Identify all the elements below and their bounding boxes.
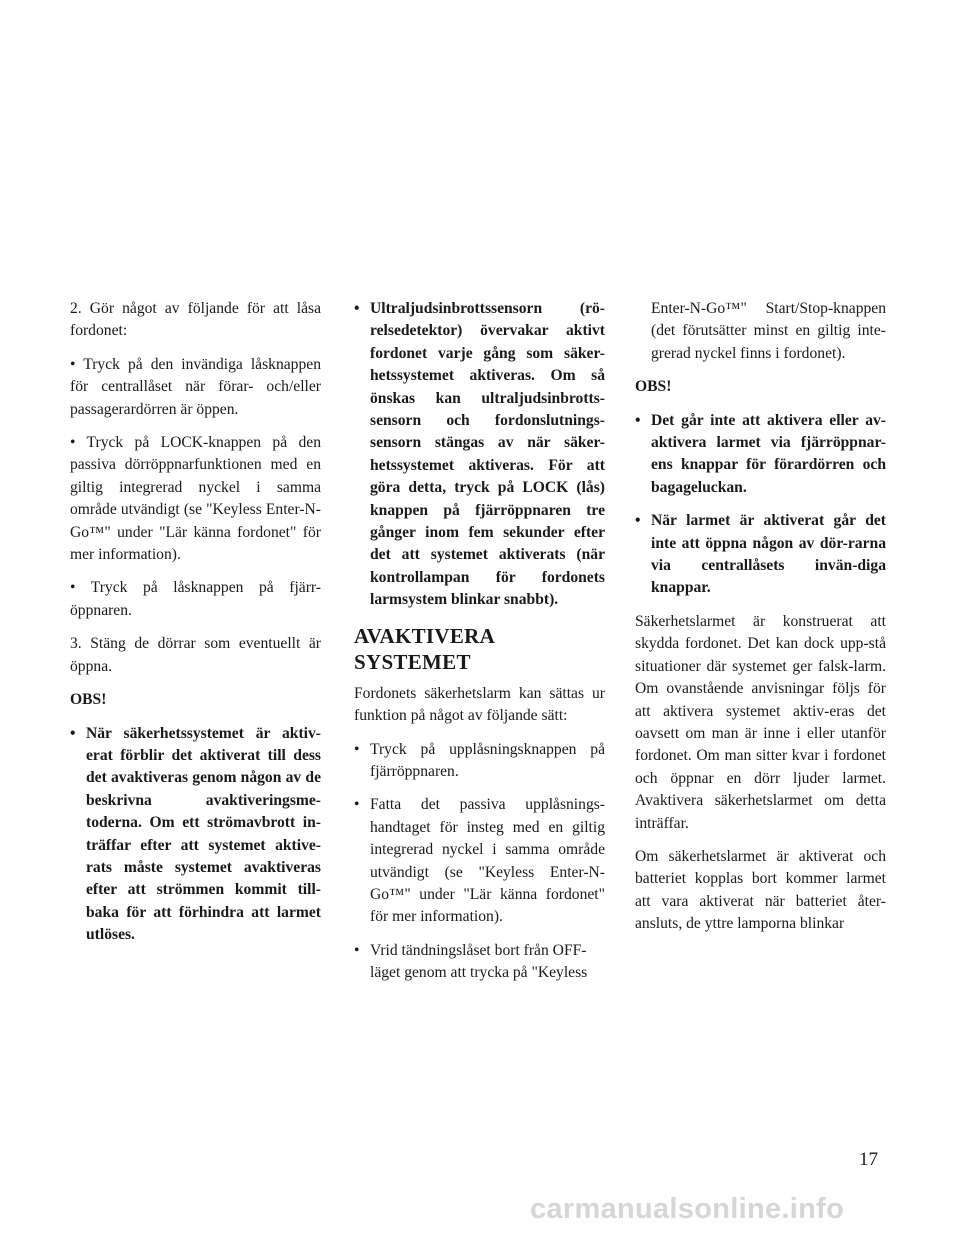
note-bullet <box>635 410 886 500</box>
page-number: 17 <box>859 1149 878 1170</box>
note-text: Ultraljudsinbrottssensorn (rö-relsedetektor) övervakar aktivt fordonet varje gång som säker-hetssystemet aktiveras. Om så önskas kan ultraljudsinbrotts-sensorn och fordonslutnings-sensorn stängas av när säker-hetssystemet aktiveras. För att göra detta, tryck på LOCK (lås) knappen på fjärröppnaren tre gånger inom fem sekunder efter det att systemet aktiverats (när kontrollampan för fordonets larmsystem blinkar snabbt). <box>370 300 605 609</box>
list-item: • Tryck på låsknappen på fjärr-öppnaren. <box>70 579 321 619</box>
column-left <box>70 298 321 958</box>
column-right <box>635 298 886 947</box>
bullet-marker: • <box>354 300 360 317</box>
bullet-marker: • <box>354 740 360 758</box>
note-text: Det går inte att aktivera eller av-aktivera larmet via fjärröppnar-ens knappar för förardörren och bagageluckan. <box>651 411 886 496</box>
body-paragraph: Säkerhetslarmet är konstruerat att skydda fordonet. Det kan dock upp-stå situationer där systemet ger falsk-larm. Om ovanstående anvisningar följs för att aktivera systemet aktiv-eras det oavsett om man är inne i eller utanför fordonet. Om man sitter kvar i fordonet och öppnar en dörr ljuder larmet. Avaktivera säkerhetslarmet om detta inträffar. <box>635 612 886 832</box>
bullet-marker: • <box>70 724 76 742</box>
bullet-marker: • <box>354 941 360 959</box>
list-item-continuation: Enter-N-Go™" Start/Stop-knappen (det förutsätter minst en giltig inte-grerad nyckel finns i fordonet). <box>651 300 886 362</box>
body-paragraph: Fordonets säkerhetslarm kan sättas ur funktion på något av följande sätt: <box>354 684 605 725</box>
list-item: • Tryck på LOCK-knappen på den passiva dörröppnarfunktionen med en giltig integrerad nyckel i samma område utvändigt (se "Keyless Enter-N-Go™" under "Lär känna fordonet" för mer information). <box>70 434 321 564</box>
bullet-marker: • <box>635 411 641 429</box>
list-item-text: Vrid tändningslåset bort från OFF-läget genom att trycka på "Keyless <box>370 941 588 982</box>
body-paragraph: Om säkerhetslarmet är aktiverat och batteriet kopplas bort kommer larmet att vara aktiverat när batteriet åter-ansluts, de yttre lamporna blinkar <box>635 847 886 933</box>
list-item <box>354 794 605 928</box>
list-item <box>354 739 605 784</box>
step-3-paragraph: 3. Stäng de dörrar som eventuellt är öppna. <box>70 635 321 675</box>
bullet-marker: • <box>354 796 360 814</box>
bullet-marker: • <box>635 512 641 530</box>
list-item <box>354 940 605 985</box>
note-text: När larmet är aktiverat går det inte att öppna någon av dör-rarna via centrallåsets invän-diga knappar. <box>651 512 886 597</box>
watermark[interactable]: carmanualsonline.info <box>530 1193 845 1225</box>
list-item: • Tryck på den invändiga låsknappen för centrallåset när förar- och/eller passagerardörren är öppen. <box>70 355 321 418</box>
note-heading: OBS! <box>70 691 107 709</box>
step-2-paragraph: 2. Gör något av följande för att låsa fordonet: <box>70 300 321 340</box>
note-heading: OBS! <box>635 378 672 396</box>
note-bullet <box>635 510 886 600</box>
note-bullet <box>70 723 321 947</box>
list-item-text: Tryck på upplåsningsknappen på fjärröppnaren. <box>370 740 605 780</box>
column-middle <box>354 298 605 996</box>
list-item-text: Fatta det passiva upplåsnings-handtaget för insteg med en giltig integrerad nyckel i samma område utvändigt (se "Keyless Enter-N-Go™" under "Lär känna fordonet" för mer information). <box>370 796 605 926</box>
note-text: När säkerhetssystemet är aktiv-erat förblir det aktiverat till dess det avaktiveras genom någon av de beskrivna avaktiveringsme-toderna. Om ett strömavbrott in-träffar efter att systemet aktive-rats måste systemet avaktiveras efter att strömmen kommit till-baka för att förhindra att larmet utlöses. <box>86 724 321 944</box>
section-heading: AVAKTIVERA SYSTEMET <box>354 623 494 674</box>
note-bullet <box>354 298 605 612</box>
